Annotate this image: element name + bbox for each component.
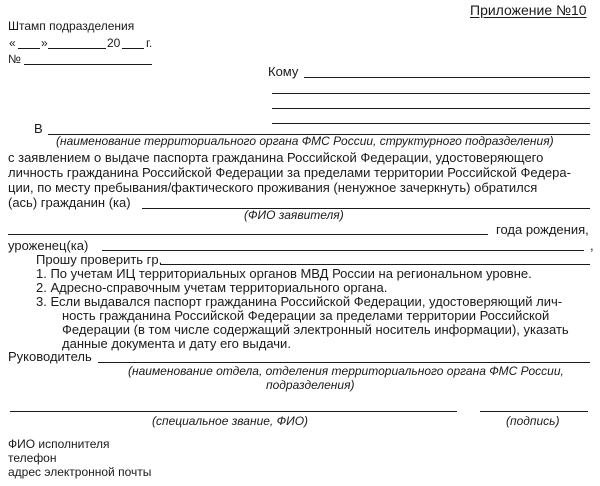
executor-name-label: ФИО исполнителя (8, 437, 110, 451)
in-label: В (34, 121, 43, 136)
to-line-3 (272, 108, 590, 109)
citizen-label: (ась) гражданин (ка) (8, 195, 131, 210)
email-label: адрес электронной почты (8, 465, 152, 479)
head-caption-2: подразделения) (266, 378, 355, 392)
item-1: 1. По учетам ИЦ территориальных органов МВД России на региональном уровне. (36, 266, 532, 281)
number-label: № (8, 52, 21, 66)
item-2: 2. Адресно-справочным учетам территориального органа. (36, 280, 388, 295)
number-line (24, 64, 152, 65)
to-label: Кому (268, 64, 299, 79)
item-3-line-1: 3. Если выдавался паспорт гражданина Российской Федерации, удостоверяющий лич- (36, 294, 563, 309)
body-line-1: с заявлением о выдаче паспорта гражданина Российской Федерации, удостоверяющего (8, 150, 544, 165)
native-label: уроженец(ка) (8, 238, 89, 253)
item-3-line-4: данные документа и дату его выдачи. (62, 336, 291, 351)
phone-label: телефон (8, 451, 57, 465)
date-year-prefix: 20 (107, 36, 121, 50)
head-line (98, 362, 590, 363)
stamp-label: Штамп подразделения (8, 19, 135, 33)
body-line-2: личность гражданина Российской Федерации за пределами территории Российской Федера- (8, 165, 571, 180)
applicant-line (142, 208, 590, 209)
to-line-2 (272, 93, 590, 94)
applicant-name-line (8, 234, 488, 235)
to-line-1 (304, 77, 590, 78)
native-line (102, 250, 584, 251)
signature-line (480, 411, 588, 412)
signature-caption: (подпись) (506, 414, 560, 428)
request-intro: Прошу проверить гр. (36, 252, 163, 267)
item-3-line-2: ность гражданина Российской Федерации за пределами территории Российской (62, 308, 550, 323)
request-line (160, 264, 590, 265)
date-year-line (122, 48, 144, 49)
date-close-quote: » (41, 36, 48, 50)
date-day-line (18, 48, 40, 49)
head-caption-1: (наименование отдела, отделения территориального органа ФМС России, (128, 364, 564, 378)
rank-line (10, 411, 457, 412)
date-month-line (48, 48, 106, 49)
item-3-line-3: Федерации (в том числе содержащий электронный носитель информации), указать (62, 322, 569, 337)
body-line-3: ции, по месту пребывания/фактического проживания (ненужное зачеркнуть) обратился (8, 180, 538, 195)
birth-year-label: года рождения, (496, 222, 589, 237)
native-comma: , (590, 238, 594, 253)
head-label: Руководитель (8, 349, 92, 364)
applicant-caption: (ФИО заявителя) (244, 208, 344, 222)
date-year-suffix: г. (146, 36, 153, 50)
to-line-4 (272, 123, 590, 124)
rank-caption: (специальное звание, ФИО) (152, 414, 309, 428)
appendix-title: Приложение №10 (470, 2, 587, 18)
in-caption: (наименование территориального органа ФМС России, структурного подразделения) (56, 134, 554, 148)
date-open-quote: « (9, 36, 16, 50)
